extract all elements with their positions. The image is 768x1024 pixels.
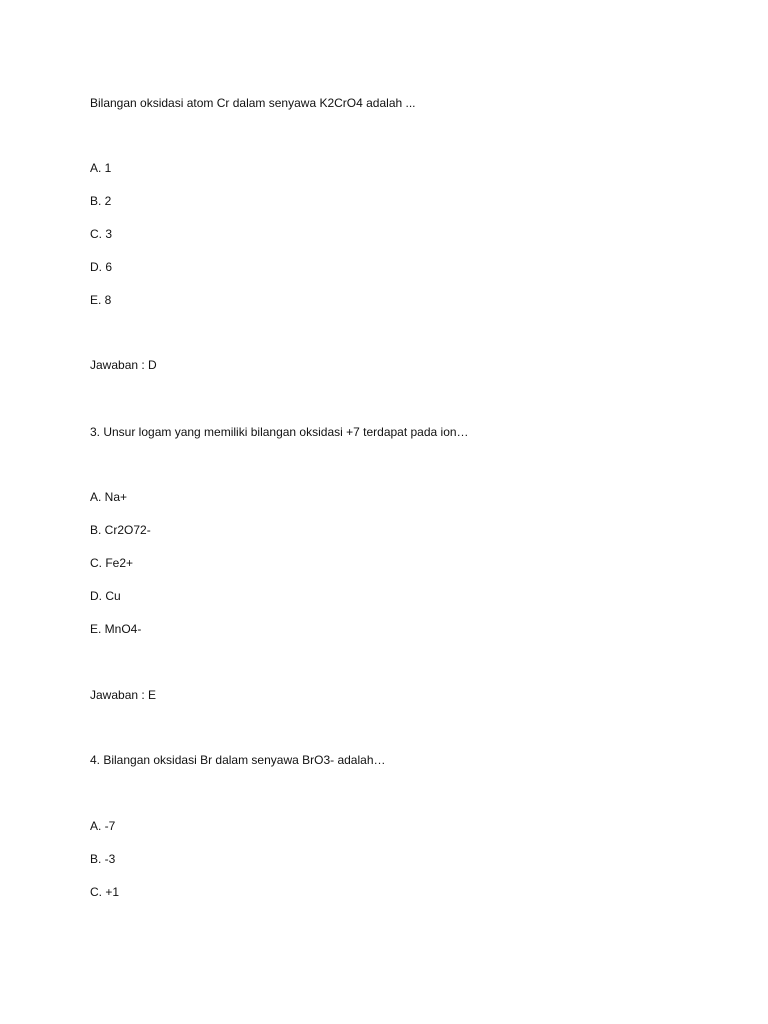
question-1-option-a: A. 1	[90, 161, 112, 175]
question-3-option-d: D. Cu	[90, 589, 121, 603]
question-3-option-e: E. MnO4-	[90, 622, 142, 636]
question-1-option-e: E. 8	[90, 293, 112, 307]
question-4-option-b: B. -3	[90, 852, 116, 866]
question-1-text: Bilangan oksidasi atom Cr dalam senyawa K2CrO4 adalah ...	[90, 96, 416, 110]
question-1-answer: Jawaban : D	[90, 358, 157, 372]
question-3-option-b: B. Cr2O72-	[90, 523, 151, 537]
question-3-option-c: C. Fe2+	[90, 556, 134, 570]
question-1-option-d: D. 6	[90, 260, 113, 274]
question-3-option-a: A. Na+	[90, 490, 128, 504]
question-1-option-b: B. 2	[90, 194, 112, 208]
question-4-option-c: C. +1	[90, 885, 120, 899]
question-3-answer: Jawaban : E	[90, 688, 157, 702]
question-4-option-a: A. -7	[90, 819, 116, 833]
question-1-option-c: C. 3	[90, 227, 113, 241]
question-3-text: 3. Unsur logam yang memiliki bilangan oksidasi +7 terdapat pada ion…	[90, 425, 469, 439]
question-4-text: 4. Bilangan oksidasi Br dalam senyawa BrO3- adalah…	[90, 753, 386, 767]
